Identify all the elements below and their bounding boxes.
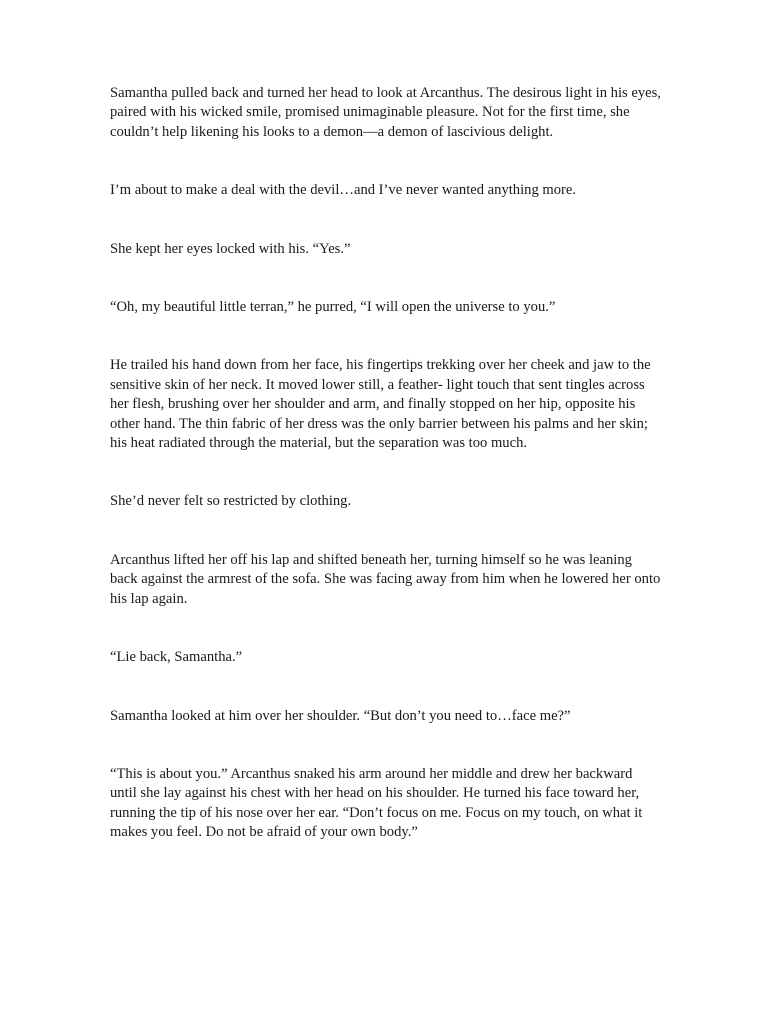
paragraph-8: “Lie back, Samantha.” [110,649,243,666]
paragraph-gap [110,609,662,648]
paragraph-gap [110,259,662,298]
document-page [110,84,662,843]
paragraph-6: She’d never felt so restricted by clothing. [110,493,352,510]
paragraph-10: “This is about you.” Arcanthus snaked his arm around her middle and drew her backward until she lay against his chest with her head on his shoulder. He turned his face toward her, running the tip of his nose over her ear. “Don’t focus on me. Focus on my touch, on what it makes you feel. Do not be afraid of your own body.” [110,765,643,841]
paragraph-4: “Oh, my beautiful little terran,” he purred, “I will open the universe to you.” [110,299,556,316]
paragraph-5: He trailed his hand down from her face, his fingertips trekking over her cheek and jaw to the sensitive skin of her neck. It moved lower still, a feather- light touch that sent tingles across her flesh, brushing over her shoulder and arm, and finally stopped on her hip, opposite his other hand. The thin fabric of her dress was the only barrier between his palms and her skin; his heat radiated through the material, but the separation was too much. [110,357,651,452]
paragraph-gap [110,668,662,707]
paragraph-3: She kept her eyes locked with his. “Yes.” [110,240,351,257]
paragraph-gap [110,453,662,492]
paragraph-gap [110,317,662,356]
paragraph-gap [110,726,662,765]
paragraph-7: Arcanthus lifted her off his lap and shifted beneath her, turning himself so he was leaning back against the armrest of the sofa. She was facing away from him when he lowered her onto his lap again. [110,551,661,607]
paragraph-gap [110,512,662,551]
paragraph-gap [110,201,662,240]
paragraph-1: Samantha pulled back and turned her head to look at Arcanthus. The desirous light in his eyes, paired with his wicked smile, promised unimaginable pleasure. Not for the first time, she couldn’t help likening his looks to a demon—a demon of lascivious delight. [110,85,661,140]
paragraph-2: I’m about to make a deal with the devil…and I’ve never wanted anything more. [110,182,577,199]
paragraph-gap [110,142,662,181]
paragraph-9: Samantha looked at him over her shoulder. “But don’t you need to…face me?” [110,707,571,724]
